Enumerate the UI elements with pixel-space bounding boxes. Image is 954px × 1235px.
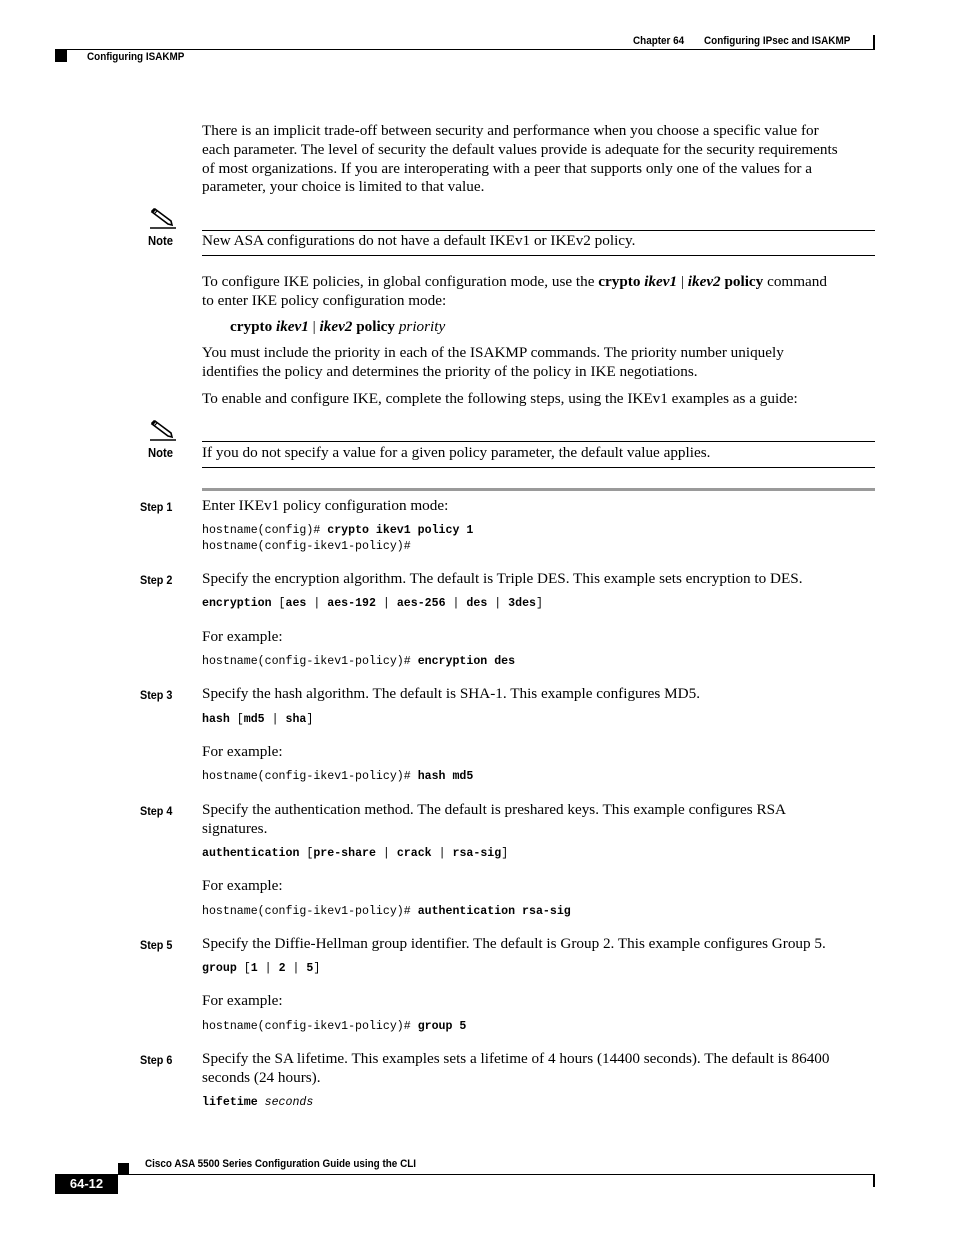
configure-cmd-crypto: crypto bbox=[598, 273, 641, 290]
footer-tick bbox=[873, 1174, 875, 1187]
priority-line-1: You must include the priority in each of the ISAKMP commands. The priority number uniquely bbox=[202, 344, 784, 361]
step6-syntax bbox=[202, 1096, 313, 1109]
footer-book-title: Cisco ASA 5500 Series Configuration Guide using the CLI bbox=[145, 1158, 417, 1170]
syntax-policy: policy bbox=[356, 318, 396, 335]
step2-example bbox=[202, 655, 515, 668]
configure-paragraph bbox=[202, 273, 882, 311]
configure-cmd-sep: | bbox=[677, 273, 688, 290]
step4-for-example: For example: bbox=[202, 877, 283, 894]
step5-for-example: For example: bbox=[202, 992, 283, 1009]
step4-text-line-1: Specify the authentication method. The default is preshared keys. This example configures RSA bbox=[202, 801, 787, 818]
step1-code-line-1 bbox=[202, 524, 473, 537]
step6-text-line-2: seconds (24 hours). bbox=[202, 1068, 321, 1086]
header-rule bbox=[55, 49, 875, 50]
note1-top-rule bbox=[202, 230, 875, 231]
configure-cmd-ikev2: ikev2 bbox=[687, 273, 721, 290]
syntax-priority: priority bbox=[398, 318, 446, 335]
syntax-option: 1 bbox=[250, 962, 258, 975]
code-prompt: hostname(config-ikev1-policy)# bbox=[202, 655, 418, 668]
configure-line-2: to enter IKE policy configuration mode: bbox=[202, 291, 447, 309]
code-command: crypto ikev1 policy 1 bbox=[327, 524, 474, 537]
configure-text-pre: To configure IKE policies, in global configuration mode, use the bbox=[202, 273, 599, 290]
step5-text: Specify the Diffie-Hellman group identifier. The default is Group 2. This example configures Group 5. bbox=[202, 935, 826, 952]
syntax-option: rsa-sig bbox=[452, 847, 502, 860]
syntax-crypto: crypto bbox=[230, 318, 273, 335]
step6-text bbox=[202, 1050, 830, 1088]
syntax-option: 3des bbox=[508, 597, 536, 610]
step1-text: Enter IKEv1 policy configuration mode: bbox=[202, 497, 449, 514]
step5-example bbox=[202, 1020, 466, 1033]
page-number: 64-12 bbox=[69, 1176, 104, 1191]
footer-block-marker bbox=[118, 1163, 129, 1174]
header-chapter-title: Configuring IPsec and ISAKMP bbox=[704, 35, 851, 47]
syntax-ikev1: ikev1 bbox=[275, 318, 309, 335]
step3-example bbox=[202, 770, 473, 783]
note-pencil-icon bbox=[148, 206, 178, 230]
syntax-command: lifetime bbox=[202, 1096, 258, 1109]
step3-for-example: For example: bbox=[202, 743, 283, 760]
syntax-option: crack bbox=[396, 847, 432, 860]
header-section: Configuring ISAKMP bbox=[87, 51, 185, 63]
syntax-command: group bbox=[202, 962, 237, 975]
code-prompt: hostname(config-ikev1-policy)# bbox=[202, 905, 418, 918]
intro-line-4: parameter, your choice is limited to that value. bbox=[202, 178, 485, 196]
note2-bottom-rule bbox=[202, 467, 875, 468]
step3-label: Step 3 bbox=[140, 688, 173, 702]
syntax-option: pre-share bbox=[313, 847, 376, 860]
procedure-rule bbox=[202, 488, 875, 491]
step6-text-line-1: Specify the SA lifetime. This examples sets a lifetime of 4 hours (14400 seconds). The default is 86400 bbox=[202, 1050, 830, 1067]
step1-code-line-2: hostname(config-ikev1-policy)# bbox=[202, 540, 411, 553]
step4-label: Step 4 bbox=[140, 804, 173, 818]
step2-text: Specify the encryption algorithm. The default is Triple DES. This example sets encryption to DES. bbox=[202, 570, 803, 587]
code-prompt: hostname(config-ikev1-policy)# bbox=[202, 770, 418, 783]
code-command: authentication rsa-sig bbox=[417, 905, 571, 918]
syntax-ikev2: ikev2 bbox=[319, 318, 353, 335]
syntax-option: aes-256 bbox=[396, 597, 446, 610]
configure-cmd-ikev1: ikev1 bbox=[644, 273, 678, 290]
intro-paragraph bbox=[202, 122, 838, 197]
header-tick bbox=[873, 35, 875, 50]
syntax-option: aes-192 bbox=[327, 597, 376, 610]
step1-label: Step 1 bbox=[140, 500, 173, 514]
intro-line-3: of most organizations. If you are interoperating with a peer that supports only one of the values for a bbox=[202, 159, 812, 177]
code-command: group 5 bbox=[417, 1020, 467, 1033]
header-chapter: Chapter 64 bbox=[633, 35, 685, 47]
syntax-option: 5 bbox=[306, 962, 314, 975]
step2-label: Step 2 bbox=[140, 573, 173, 587]
step5-label: Step 5 bbox=[140, 938, 173, 952]
note1-bottom-rule bbox=[202, 255, 875, 256]
syntax-option: aes bbox=[285, 597, 307, 610]
step4-text-line-2: signatures. bbox=[202, 819, 268, 837]
note2-text: If you do not specify a value for a given policy parameter, the default value applies. bbox=[202, 444, 711, 461]
step4-example bbox=[202, 905, 571, 918]
syntax-option: des bbox=[466, 597, 488, 610]
note-pencil-icon bbox=[148, 418, 178, 442]
code-prompt: hostname(config)# bbox=[202, 524, 328, 537]
intro-line-1: There is an implicit trade-off between security and performance when you choose a specific value for bbox=[202, 122, 819, 139]
step4-syntax: authentication [pre-share | crack | rsa-sig] bbox=[202, 847, 509, 860]
syntax-command: authentication bbox=[202, 847, 300, 860]
priority-line-2: identifies the policy and determines the priority of the policy in IKE negotiations. bbox=[202, 362, 698, 380]
syntax-option: 2 bbox=[278, 962, 286, 975]
note1-label: Note bbox=[148, 234, 174, 248]
intro-line-2: each parameter. The level of security the default values provide is adequate for the security requirements bbox=[202, 140, 838, 158]
step3-syntax: hash [md5 | sha] bbox=[202, 713, 314, 726]
note1-text: New ASA configurations do not have a default IKEv1 or IKEv2 policy. bbox=[202, 232, 636, 249]
code-command: hash md5 bbox=[417, 770, 474, 783]
step2-syntax: encryption [aes | aes-192 | aes-256 | des | 3des] bbox=[202, 597, 543, 610]
enable-paragraph: To enable and configure IKE, complete the following steps, using the IKEv1 examples as a guide: bbox=[202, 390, 798, 407]
step4-text bbox=[202, 801, 786, 839]
priority-paragraph bbox=[202, 344, 784, 382]
step3-text: Specify the hash algorithm. The default is SHA-1. This example configures MD5. bbox=[202, 685, 700, 702]
syntax-argument: seconds bbox=[264, 1096, 314, 1109]
configure-cmd-policy: policy bbox=[724, 273, 764, 290]
code-command: encryption des bbox=[417, 655, 516, 668]
configure-text-post: command bbox=[763, 273, 827, 290]
step6-label: Step 6 bbox=[140, 1053, 173, 1067]
note2-top-rule bbox=[202, 441, 875, 442]
configure-line-1 bbox=[202, 273, 882, 292]
footer-rule bbox=[118, 1174, 875, 1175]
syntax-sep: | bbox=[308, 318, 320, 335]
header-block-marker bbox=[55, 50, 67, 62]
syntax-option: sha bbox=[285, 713, 307, 726]
step5-syntax: group [1 | 2 | 5] bbox=[202, 962, 321, 975]
step2-for-example: For example: bbox=[202, 628, 283, 645]
note2-label: Note bbox=[148, 446, 174, 460]
syntax-command: encryption bbox=[202, 597, 272, 610]
syntax-line bbox=[230, 318, 445, 337]
syntax-option: md5 bbox=[243, 713, 265, 726]
syntax-command: hash bbox=[202, 713, 230, 726]
code-prompt: hostname(config-ikev1-policy)# bbox=[202, 1020, 418, 1033]
